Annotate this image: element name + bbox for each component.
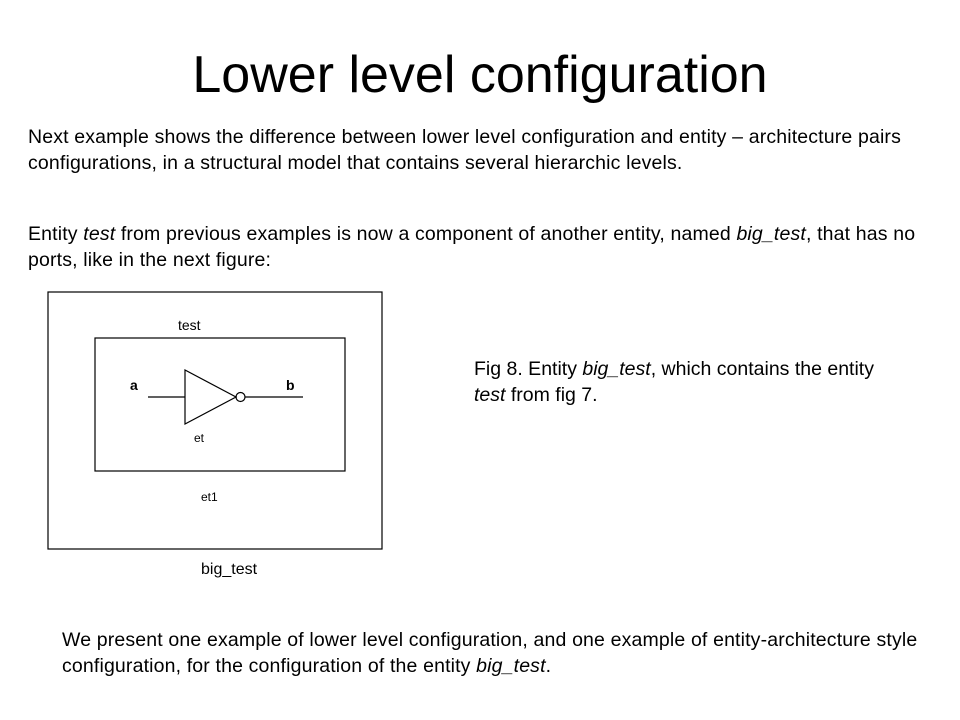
entity-paragraph-text-3: , that has no ports, like in the next figure: bbox=[28, 223, 916, 271]
figure-caption bbox=[474, 356, 894, 408]
caption-text-3: from fig 7. bbox=[505, 384, 598, 406]
caption-italic-test: test bbox=[474, 384, 506, 406]
port-b-label: b bbox=[286, 377, 295, 393]
caption-text-1: Fig 8. Entity bbox=[474, 358, 583, 380]
outer-entity-box bbox=[48, 292, 382, 549]
entity-paragraph-italic-test: test bbox=[83, 223, 116, 245]
closing-paragraph-text-2: . bbox=[545, 655, 552, 677]
entity-paragraph-italic-big-test: big_test bbox=[736, 223, 806, 245]
inverter-gate bbox=[185, 370, 236, 424]
inner-entity-label: test bbox=[178, 317, 201, 333]
entity-paragraph-text-1: Entity bbox=[28, 223, 84, 245]
instance-label: et1 bbox=[201, 490, 218, 504]
caption-italic-big-test: big_test bbox=[582, 358, 651, 380]
caption-text-2: , which contains the entity bbox=[650, 358, 874, 380]
gate-label: et bbox=[194, 431, 205, 445]
inner-entity-box bbox=[95, 338, 345, 471]
entity-paragraph-text-2: from previous examples is now a component of another entity, named bbox=[115, 223, 737, 245]
closing-paragraph-italic-big-test: big_test bbox=[476, 655, 546, 677]
intro-paragraph: Next example shows the difference between lower level configuration and entity – architecture pairs configurations, in a structural model that contains several hierarchic levels. bbox=[28, 126, 901, 174]
outer-entity-label: big_test bbox=[201, 561, 258, 578]
closing-paragraph bbox=[62, 627, 942, 679]
closing-paragraph-text-1: We present one example of lower level configuration, and one example of entity-architecture style configuration, for the configuration of the entity bbox=[62, 629, 918, 677]
port-a-label: a bbox=[130, 377, 138, 393]
inverter-bubble bbox=[236, 393, 245, 402]
slide-title: Lower level configuration bbox=[192, 46, 768, 104]
